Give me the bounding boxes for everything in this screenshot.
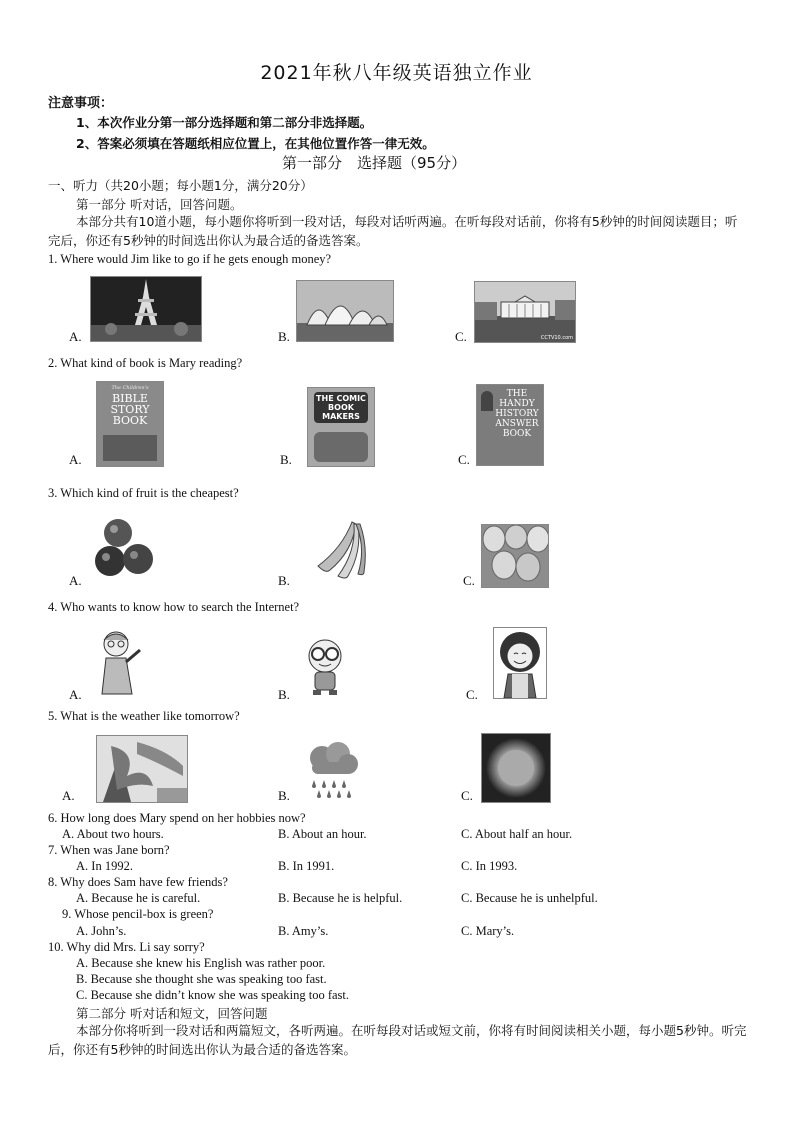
history-answer-book-image [476, 384, 544, 466]
bible-story-book-image [96, 381, 164, 467]
option-c-label: C. [455, 329, 467, 344]
option-c: C. Mary’s. [461, 924, 515, 938]
option-a: A. About two hours. [62, 827, 164, 841]
option-a-label: A. [69, 687, 82, 702]
option-a-label: A. [69, 573, 82, 588]
notice-item-2: 2、答案必须填在答题纸相应位置上，在其他位置作答一律无效。 [76, 136, 435, 151]
option-c: C. In 1993. [461, 859, 518, 873]
option-a-label: A. [69, 329, 82, 344]
instructions-2: 本部分你将听到一段对话和两篇短文，各听两遍。在听每段对话或短文前，你将有时间阅读相关小题，每小题5秒钟。听完后，你还有5秒钟的时间选出你认为最合适的备选答案。 [48, 1023, 747, 1057]
section-heading: 一、听力（共20小题；每小题1分，满分20分） [48, 178, 313, 193]
option-c: C. Because he is unhelpful. [461, 891, 598, 905]
sub-part-heading: 第一部分 听对话，回答问题。 [76, 197, 243, 212]
option-b-label: B. [278, 687, 290, 702]
option-a: A. Because she knew his English was rather poor. [76, 956, 326, 970]
option-c: C. Because she didn’t know she was speaking too fast. [76, 988, 349, 1002]
option-b: B. Because she thought she was speaking too fast. [76, 972, 327, 986]
child-with-glasses-image [301, 636, 349, 696]
option-a-label: A. [69, 452, 82, 467]
windy-weather-image [96, 735, 188, 803]
sun-icon [481, 733, 551, 803]
book-a-title: BIBLE STORY BOOK [110, 392, 150, 427]
option-c-label: C. [466, 687, 478, 702]
option-a: A. John’s. [76, 924, 127, 938]
option-a-label: A. [62, 788, 75, 803]
option-c-label: C. [461, 788, 473, 803]
option-b: B. In 1991. [278, 859, 335, 873]
option-c-label: C. [463, 573, 475, 588]
question-6: 6. How long does Mary spend on her hobbies now? [48, 811, 306, 825]
question-1: 1. Where would Jim like to go if he gets enough money? [48, 252, 332, 266]
question-3: 3. Which kind of fruit is the cheapest? [48, 486, 239, 500]
question-7: 7. When was Jane born? [48, 843, 170, 857]
question-4: 4. Who wants to know how to search the Internet? [48, 600, 300, 614]
question-8: 8. Why does Sam have few friends? [48, 875, 228, 889]
white-house-image [474, 281, 576, 343]
mangoes-image [481, 524, 549, 588]
instructions: 本部分共有10道小题，每小题你将听到一段对话，每段对话听两遍。在听每段对话前，你将有5秒钟的时间阅读题目；听完后，你还有5秒钟的时间选出你认为最合适的备选答案。 [48, 214, 738, 248]
sydney-opera-house-image [296, 280, 394, 342]
book-b-title: THE COMIC BOOK MAKERS [314, 392, 368, 423]
option-a: A. Because he is careful. [76, 891, 201, 905]
book-c-title: THE HANDY HISTORY ANSWER BOOK [495, 389, 539, 439]
question-2: 2. What kind of book is Mary reading? [48, 356, 243, 370]
watermark: CCTV10.com [540, 335, 573, 341]
option-b-label: B. [280, 452, 292, 467]
book-a-subtitle: The Children's [111, 385, 149, 391]
old-man-cartoon-image [94, 628, 148, 698]
option-b-label: B. [278, 788, 290, 803]
option-b-label: B. [278, 329, 290, 344]
question-5: 5. What is the weather like tomorrow? [48, 709, 240, 723]
bananas-image [312, 518, 366, 582]
notice-heading: 注意事项： [48, 96, 114, 111]
option-b: B. Amy’s. [278, 924, 329, 938]
eiffel-tower-image [90, 276, 202, 342]
option-b: B. Because he is helpful. [278, 891, 403, 905]
option-c-label: C. [458, 452, 470, 467]
rain-icon [302, 740, 360, 800]
sub-part-heading-2: 第二部分 听对话和短文，回答问题 [76, 1006, 268, 1021]
option-b: B. About an hour. [278, 827, 367, 841]
comic-book-makers-image [307, 387, 375, 467]
notice-item-1: 1、本次作业分第一部分选择题和第二部分非选择题。 [76, 115, 373, 130]
part-one-title: 第一部分 选择题（95分） [282, 154, 467, 172]
apples-image [94, 515, 156, 585]
page-title: 2021年秋八年级英语独立作业 [260, 62, 533, 84]
woman-cartoon-image [493, 627, 547, 699]
question-9: 9. Whose pencil-box is green? [62, 907, 214, 921]
option-a: A. In 1992. [76, 859, 133, 873]
question-10: 10. Why did Mrs. Li say sorry? [48, 940, 205, 954]
option-c: C. About half an hour. [461, 827, 573, 841]
option-b-label: B. [278, 573, 290, 588]
